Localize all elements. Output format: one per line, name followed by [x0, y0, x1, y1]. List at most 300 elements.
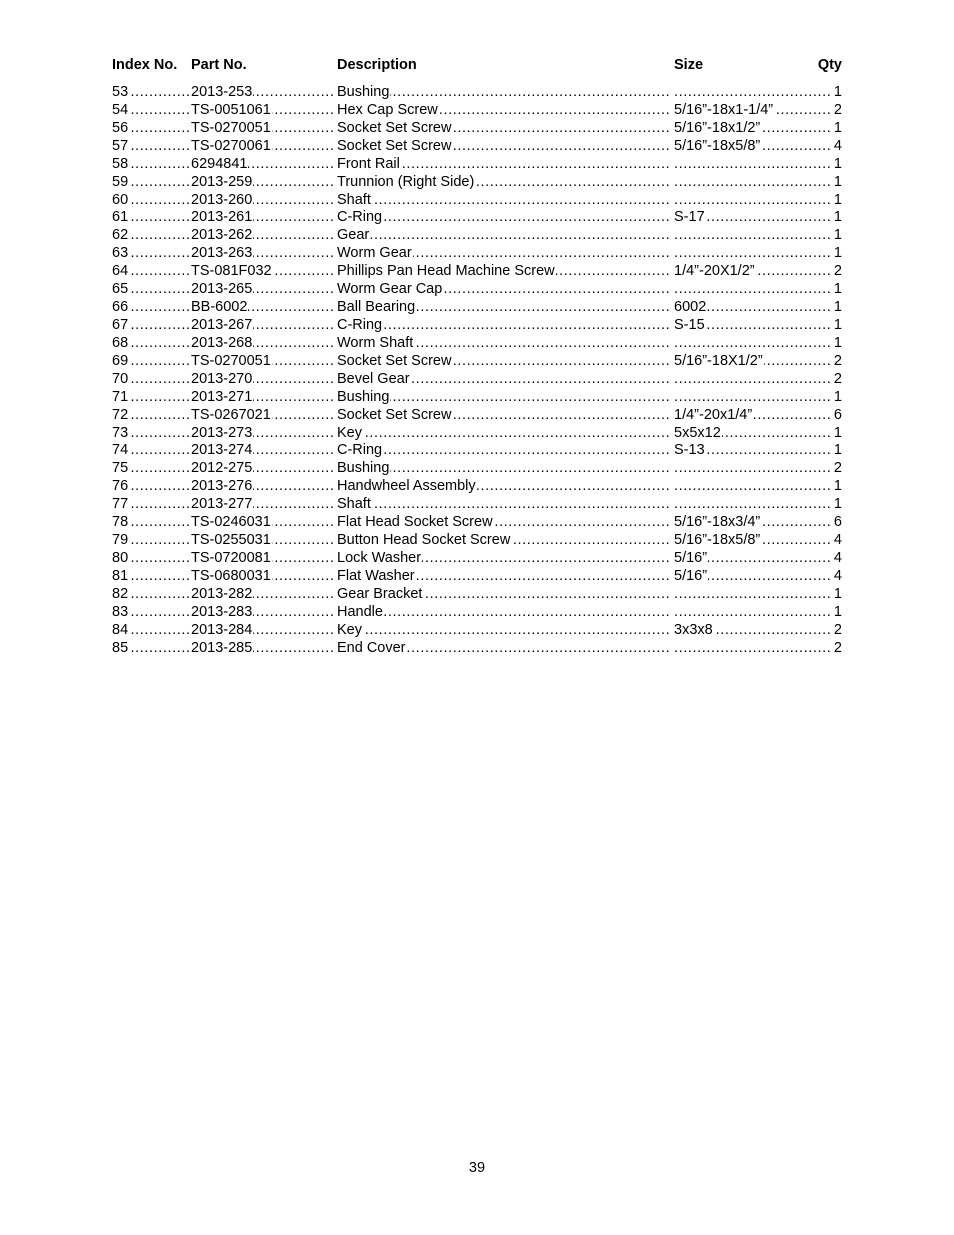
- row-index-cell: [112, 299, 189, 317]
- row-description: Worm Gear: [337, 245, 412, 262]
- table-row: [112, 120, 842, 138]
- row-description-cell: [337, 568, 671, 586]
- row-qty-cell: [830, 371, 842, 389]
- row-size-cell: [674, 532, 830, 550]
- row-size: 5/16”-18x3/4”: [674, 514, 761, 531]
- row-description-cell: [337, 102, 671, 120]
- row-part-number: 2013-285: [191, 639, 253, 656]
- table-row: [112, 514, 842, 532]
- row-part-number-cell: [191, 550, 335, 568]
- row-index-cell: [112, 174, 189, 192]
- row-part-number-cell: [191, 281, 335, 299]
- row-part-number: 2013-273: [191, 424, 253, 441]
- row-part-number: TS-0720081: [191, 549, 271, 566]
- row-description-cell: [337, 263, 671, 281]
- row-part-number: 2013-277: [191, 496, 253, 513]
- header-part: Part No.: [191, 57, 247, 73]
- row-description: Bushing: [337, 84, 390, 100]
- row-description-cell: [337, 478, 671, 496]
- row-description: Gear: [337, 227, 370, 244]
- row-size: [674, 335, 675, 351]
- row-qty-cell: [830, 245, 842, 263]
- row-index: 63: [112, 245, 129, 262]
- row-size: 5/16”: [674, 549, 708, 566]
- row-part-number: TS-0246031: [191, 514, 271, 531]
- row-index-cell: [112, 245, 189, 263]
- table-row: [112, 335, 842, 353]
- row-size-cell: [674, 442, 830, 460]
- row-qty: 1: [833, 388, 842, 405]
- row-part-number: 6294841: [191, 155, 248, 172]
- row-description: Bushing: [337, 388, 390, 405]
- parts-table-header: [112, 57, 842, 75]
- row-part-number: 2013-268: [191, 334, 253, 351]
- row-part-number-cell: [191, 640, 335, 658]
- row-size: S-15: [674, 316, 705, 333]
- row-size-cell: [674, 227, 830, 245]
- row-qty-cell: [830, 604, 842, 622]
- row-qty: 1: [833, 227, 842, 244]
- row-qty: 2: [833, 639, 842, 656]
- row-description-cell: [337, 604, 671, 622]
- row-part-number: 2012-275: [191, 460, 253, 477]
- table-row: [112, 460, 842, 478]
- row-size-cell: [674, 478, 830, 496]
- table-row: [112, 371, 842, 389]
- table-row: [112, 568, 842, 586]
- row-description-cell: [337, 586, 671, 604]
- header-description: Description: [337, 57, 417, 73]
- row-size-cell: [674, 496, 830, 514]
- row-index-cell: [112, 156, 189, 174]
- row-index: 73: [112, 424, 129, 441]
- row-qty-cell: [830, 281, 842, 299]
- row-part-number: BB-6002: [191, 299, 248, 316]
- row-description: Flat Washer: [337, 567, 415, 584]
- row-qty: 4: [833, 532, 842, 549]
- row-qty-cell: [830, 335, 842, 353]
- table-row: [112, 407, 842, 425]
- row-description: Worm Gear Cap: [337, 281, 443, 298]
- table-row: [112, 299, 842, 317]
- row-size: [674, 84, 675, 100]
- row-description: Gear Bracket: [337, 585, 423, 602]
- table-row: [112, 389, 842, 407]
- table-row: [112, 442, 842, 460]
- row-size: [674, 604, 675, 620]
- row-qty-cell: [830, 263, 842, 281]
- row-size: 5/16”-18x5/8”: [674, 137, 761, 154]
- header-index: Index No.: [112, 57, 178, 73]
- row-description: Shaft: [337, 496, 371, 513]
- row-part-number-cell: [191, 604, 335, 622]
- row-part-number: 2013-274: [191, 442, 253, 459]
- table-row: [112, 604, 842, 622]
- row-part-number-cell: [191, 227, 335, 245]
- row-description-cell: [337, 353, 671, 371]
- row-size: [674, 227, 675, 243]
- table-row: [112, 245, 842, 263]
- row-qty-cell: [830, 174, 842, 192]
- row-index-cell: [112, 532, 189, 550]
- row-index-cell: [112, 622, 189, 640]
- row-qty: 1: [833, 84, 842, 100]
- row-size: [674, 478, 675, 494]
- row-size-cell: [674, 622, 830, 640]
- row-index-cell: [112, 407, 189, 425]
- row-qty: 1: [833, 585, 842, 602]
- row-part-number: TS-0270051: [191, 352, 271, 369]
- row-part-number-cell: [191, 299, 335, 317]
- row-part-number-cell: [191, 389, 335, 407]
- row-index: 64: [112, 263, 129, 280]
- header-size: Size: [674, 57, 704, 73]
- table-row: [112, 156, 842, 174]
- row-index: 85: [112, 639, 129, 656]
- row-qty: 1: [833, 191, 842, 208]
- row-description-cell: [337, 532, 671, 550]
- row-description-cell: [337, 550, 671, 568]
- row-qty-cell: [830, 496, 842, 514]
- row-qty-cell: [830, 120, 842, 138]
- row-description: Button Head Socket Screw: [337, 532, 511, 549]
- row-part-number-cell: [191, 478, 335, 496]
- row-size: 5/16”-18x1/2”: [674, 119, 761, 136]
- row-description: Socket Set Screw: [337, 137, 452, 154]
- row-description: C-Ring: [337, 442, 383, 459]
- row-description-cell: [337, 442, 671, 460]
- row-index: 62: [112, 227, 129, 244]
- row-qty: 1: [833, 424, 842, 441]
- row-qty-cell: [830, 460, 842, 478]
- row-qty: 1: [833, 281, 842, 298]
- row-qty-cell: [830, 407, 842, 425]
- row-index: 80: [112, 549, 129, 566]
- row-part-number: 2013-253: [191, 84, 253, 100]
- row-size-cell: [674, 317, 830, 335]
- row-part-number: 2013-265: [191, 281, 253, 298]
- row-size: [674, 245, 675, 261]
- row-qty: 2: [833, 263, 842, 280]
- row-part-number-cell: [191, 586, 335, 604]
- row-description-cell: [337, 371, 671, 389]
- row-description-cell: [337, 281, 671, 299]
- row-qty: 4: [833, 567, 842, 584]
- row-description-cell: [337, 640, 671, 658]
- table-row: [112, 138, 842, 156]
- row-part-number: 2013-267: [191, 316, 253, 333]
- row-description-cell: [337, 389, 671, 407]
- row-index-cell: [112, 227, 189, 245]
- row-index-cell: [112, 209, 189, 227]
- row-description: Bevel Gear: [337, 370, 410, 387]
- row-part-number: 2013-260: [191, 191, 253, 208]
- row-qty-cell: [830, 102, 842, 120]
- row-size-cell: [674, 138, 830, 156]
- row-part-number: 2013-262: [191, 227, 253, 244]
- row-size-cell: [674, 120, 830, 138]
- row-description: Bushing: [337, 460, 390, 477]
- row-index-cell: [112, 102, 189, 120]
- row-qty: 1: [833, 119, 842, 136]
- row-qty-cell: [830, 478, 842, 496]
- row-qty: 1: [833, 155, 842, 172]
- row-qty: 1: [833, 245, 842, 262]
- row-index: 66: [112, 299, 129, 316]
- row-size: 1/4”-20x1/4”: [674, 406, 753, 423]
- row-index-cell: [112, 604, 189, 622]
- row-description-cell: [337, 174, 671, 192]
- row-size-cell: [674, 209, 830, 227]
- table-row: [112, 263, 842, 281]
- row-part-number: TS-0270061: [191, 137, 271, 154]
- row-description: Key: [337, 424, 362, 441]
- row-size: [674, 192, 675, 208]
- row-description-cell: [337, 425, 671, 443]
- row-size-cell: [674, 425, 830, 443]
- row-qty: 1: [833, 334, 842, 351]
- row-size: 6002: [674, 299, 707, 316]
- row-part-number-cell: [191, 514, 335, 532]
- row-size: S-13: [674, 442, 705, 459]
- row-qty: 2: [833, 370, 842, 387]
- page-number: 39: [468, 1160, 486, 1176]
- row-size-cell: [674, 192, 830, 210]
- row-size-cell: [674, 263, 830, 281]
- row-index-cell: [112, 442, 189, 460]
- table-row: [112, 640, 842, 658]
- row-qty-cell: [830, 227, 842, 245]
- row-qty-cell: [830, 138, 842, 156]
- row-qty-cell: [830, 640, 842, 658]
- row-index: 76: [112, 478, 129, 495]
- row-description: Flat Head Socket Screw: [337, 514, 493, 531]
- row-size-cell: [674, 102, 830, 120]
- row-index-cell: [112, 586, 189, 604]
- row-qty-cell: [830, 353, 842, 371]
- row-size-cell: [674, 353, 830, 371]
- row-size-cell: [674, 335, 830, 353]
- row-part-number-cell: [191, 407, 335, 425]
- row-size: [674, 586, 675, 602]
- row-index-cell: [112, 640, 189, 658]
- row-index-cell: [112, 317, 189, 335]
- row-description: Ball Bearing: [337, 299, 416, 316]
- row-description: Handle: [337, 603, 383, 620]
- row-qty: 4: [833, 549, 842, 566]
- row-size-cell: [674, 389, 830, 407]
- row-size-cell: [674, 460, 830, 478]
- row-index-cell: [112, 335, 189, 353]
- row-qty-cell: [830, 209, 842, 227]
- row-qty-cell: [830, 156, 842, 174]
- row-qty: 1: [833, 603, 842, 620]
- row-description-cell: [337, 192, 671, 210]
- row-part-number: TS-0270051: [191, 119, 271, 136]
- row-qty: 1: [833, 173, 842, 190]
- row-part-number-cell: [191, 371, 335, 389]
- row-size: 5/16”-18X1/2”: [674, 352, 763, 369]
- row-index-cell: [112, 192, 189, 210]
- row-index: 69: [112, 352, 129, 369]
- row-index-cell: [112, 568, 189, 586]
- row-index-cell: [112, 425, 189, 443]
- row-index: 58: [112, 155, 129, 172]
- row-part-number-cell: [191, 102, 335, 120]
- row-size-cell: [674, 174, 830, 192]
- row-part-number: TS-0680031: [191, 567, 271, 584]
- row-index-cell: [112, 263, 189, 281]
- row-size: [674, 389, 675, 405]
- row-part-number: TS-081F032: [191, 263, 272, 280]
- row-size-cell: [674, 245, 830, 263]
- row-size: 5/16”-18x5/8”: [674, 532, 761, 549]
- row-index: 83: [112, 603, 129, 620]
- row-size-cell: [674, 371, 830, 389]
- row-index: 59: [112, 173, 129, 190]
- row-index: 72: [112, 406, 129, 423]
- row-index: 77: [112, 496, 129, 513]
- row-description-cell: [337, 622, 671, 640]
- row-size: [674, 496, 675, 512]
- row-description-cell: [337, 156, 671, 174]
- row-description: C-Ring: [337, 209, 383, 226]
- row-size: 5x5x12: [674, 424, 721, 441]
- row-part-number: 2013-270: [191, 370, 253, 387]
- row-index-cell: [112, 353, 189, 371]
- row-qty-cell: [830, 532, 842, 550]
- row-index: 65: [112, 281, 129, 298]
- row-qty-cell: [830, 550, 842, 568]
- row-part-number-cell: [191, 263, 335, 281]
- row-index-cell: [112, 514, 189, 532]
- row-index: 56: [112, 119, 129, 136]
- row-description: Front Rail: [337, 155, 400, 172]
- row-description: End Cover: [337, 639, 406, 656]
- row-description: Socket Set Screw: [337, 119, 452, 136]
- row-size: [674, 174, 675, 190]
- row-part-number: TS-0267021: [191, 406, 271, 423]
- row-description-cell: [337, 496, 671, 514]
- row-description: Worm Shaft: [337, 334, 414, 351]
- row-index-cell: [112, 496, 189, 514]
- row-qty-cell: [830, 568, 842, 586]
- row-description-cell: [337, 407, 671, 425]
- row-qty-cell: [830, 425, 842, 443]
- table-row: [112, 478, 842, 496]
- row-size: 3x3x8: [674, 621, 713, 638]
- row-description-cell: [337, 317, 671, 335]
- row-description-cell: [337, 245, 671, 263]
- row-size: [674, 371, 675, 387]
- row-description-cell: [337, 514, 671, 532]
- row-part-number-cell: [191, 317, 335, 335]
- row-qty: 2: [833, 460, 842, 477]
- row-part-number-cell: [191, 174, 335, 192]
- row-description-cell: [337, 209, 671, 227]
- row-part-number: 2013-261: [191, 209, 253, 226]
- row-description: Handwheel Assembly: [337, 478, 476, 495]
- row-part-number: 2013-284: [191, 621, 253, 638]
- row-size: [674, 460, 675, 476]
- row-part-number: 2013-263: [191, 245, 253, 262]
- table-row: [112, 84, 842, 102]
- row-index: 67: [112, 316, 129, 333]
- row-qty-cell: [830, 299, 842, 317]
- table-row: [112, 227, 842, 245]
- row-description: C-Ring: [337, 316, 383, 333]
- row-size: 1/4”-20X1/2”: [674, 263, 755, 280]
- row-description: Phillips Pan Head Machine Screw: [337, 263, 555, 280]
- row-part-number: TS-0255031: [191, 532, 271, 549]
- row-description: Shaft: [337, 191, 371, 208]
- table-row: [112, 281, 842, 299]
- row-qty-cell: [830, 442, 842, 460]
- row-part-number-cell: [191, 245, 335, 263]
- row-size: [674, 640, 675, 656]
- table-row: [112, 174, 842, 192]
- row-index: 60: [112, 191, 129, 208]
- row-index-cell: [112, 460, 189, 478]
- row-size-cell: [674, 568, 830, 586]
- row-size-cell: [674, 550, 830, 568]
- table-row: [112, 622, 842, 640]
- row-description: Socket Set Screw: [337, 352, 452, 369]
- header-qty: Qty: [817, 57, 842, 73]
- row-part-number: 2013-282: [191, 585, 253, 602]
- row-index-cell: [112, 281, 189, 299]
- row-part-number-cell: [191, 425, 335, 443]
- table-row: [112, 586, 842, 604]
- row-description-cell: [337, 120, 671, 138]
- row-part-number-cell: [191, 120, 335, 138]
- row-description-cell: [337, 460, 671, 478]
- row-size: [674, 156, 675, 172]
- row-index: 75: [112, 460, 129, 477]
- row-index-cell: [112, 550, 189, 568]
- row-description-cell: [337, 299, 671, 317]
- row-part-number: 2013-271: [191, 388, 253, 405]
- row-part-number-cell: [191, 335, 335, 353]
- row-qty: 2: [833, 101, 842, 118]
- row-size-cell: [674, 299, 830, 317]
- row-qty: 6: [833, 406, 842, 423]
- table-row: [112, 496, 842, 514]
- row-part-number-cell: [191, 138, 335, 156]
- row-description: Key: [337, 621, 362, 638]
- row-part-number-cell: [191, 622, 335, 640]
- row-size-cell: [674, 640, 830, 658]
- row-description: Hex Cap Screw: [337, 101, 438, 118]
- row-qty: 1: [833, 299, 842, 316]
- row-qty: 1: [833, 442, 842, 459]
- row-qty-cell: [830, 622, 842, 640]
- row-index: 82: [112, 585, 129, 602]
- row-part-number-cell: [191, 442, 335, 460]
- row-description: Socket Set Screw: [337, 406, 452, 423]
- row-size: 5/16”: [674, 567, 708, 584]
- row-index-cell: [112, 371, 189, 389]
- row-index-cell: [112, 389, 189, 407]
- row-size: S-17: [674, 209, 705, 226]
- row-index: 78: [112, 514, 129, 531]
- table-row: [112, 532, 842, 550]
- row-index: 79: [112, 532, 129, 549]
- row-size-cell: [674, 156, 830, 174]
- row-index: 81: [112, 567, 129, 584]
- row-part-number-cell: [191, 192, 335, 210]
- row-qty-cell: [830, 192, 842, 210]
